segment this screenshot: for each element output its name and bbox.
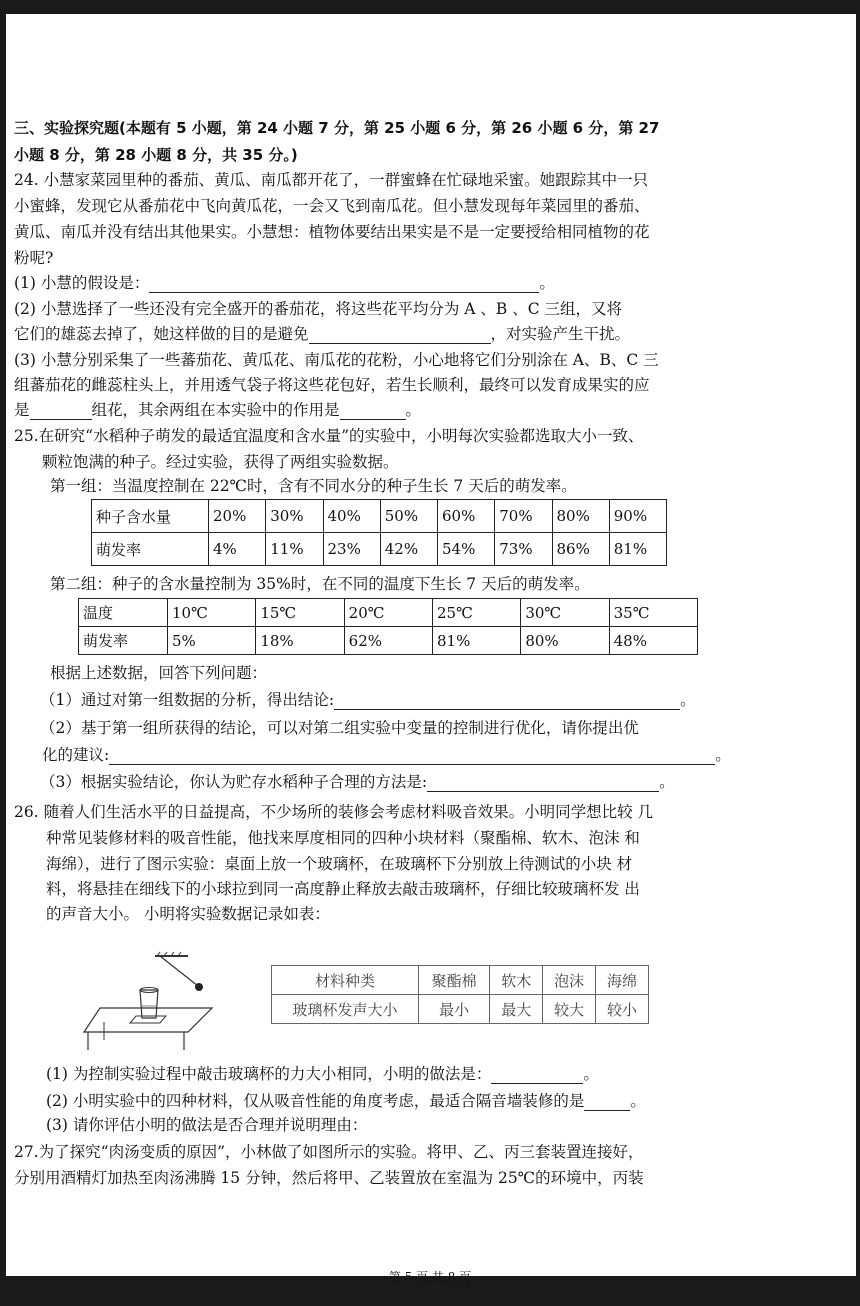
q26-materials-table: [271, 965, 649, 1024]
table-cell: 15℃: [256, 599, 344, 627]
q25-line2: 颗粒饱满的种子。经过实验，获得了两组实验数据。: [42, 453, 399, 471]
table-cell: 萌发率: [79, 627, 168, 655]
table-cell: 最大: [490, 995, 543, 1024]
answer-blank[interactable]: [491, 1067, 583, 1084]
table-cell: 玻璃杯发声大小: [272, 995, 419, 1024]
q24-part3-text-a: 是: [14, 401, 30, 419]
q24-part1-text: (1) 小慧的假设是：: [14, 274, 150, 292]
q25-answer3: [40, 772, 675, 792]
q24-part3-text-b: 组花，其余两组在本实验中的作用是: [91, 401, 340, 419]
q24-part2-text: 它们的雄蕊去掉了，她这样做的目的是避免: [14, 325, 309, 343]
q24-part3-text-c: 。: [405, 401, 422, 419]
q25-group2-caption: 第二组：种子的含水量控制为 35%时，在不同的温度下生长 7 天后的萌发率。: [50, 575, 590, 593]
table-cell: 30%: [266, 500, 323, 533]
q24-part2-line1: (2) 小慧选择了一些还没有完全盛开的番茄花，将这些花平均分为 A 、B 、C 三组，又将: [14, 300, 623, 318]
thread: [160, 956, 198, 986]
q26-part1-end: 。: [583, 1065, 599, 1083]
page-number: 第 5 页 共 8 页: [388, 1270, 472, 1284]
table-cell: 50%: [380, 500, 437, 533]
ball: [195, 983, 203, 991]
pendulum-glass-illustration: [80, 950, 230, 1050]
q26-part2-end: 。: [630, 1092, 646, 1110]
section-heading-line2: 小题 8 分，第 28 小题 8 分，共 35 分。): [14, 146, 298, 164]
q24-part3-line2: 组蕃茄花的雌蕊柱头上，并用透气袋子将这些花包好，若生长顺利，最终可以发育成果实的应: [14, 376, 650, 394]
table-cell: 20%: [209, 500, 266, 533]
table-cell: 材料种类: [272, 966, 419, 995]
q26-line: 种常见装修材料的吸音性能，他找来厚度相同的四种小块材料（聚酯棉、软木、泡沫 和: [46, 829, 640, 847]
q25-answer2-text: 化的建议:: [42, 746, 110, 764]
table-cell: 62%: [344, 627, 432, 655]
table-row: [92, 500, 667, 533]
answer-blank[interactable]: [309, 327, 491, 344]
answer-blank[interactable]: [334, 693, 680, 710]
q24-part1: [14, 273, 555, 293]
table-row: [79, 627, 698, 655]
q24-line: 粉呢?: [14, 249, 54, 267]
q25-line1: 25.在研究“水稻种子萌发的最适宜温度和含水量”的实验中，小明每次实验都选取大小一致、: [14, 427, 644, 445]
q25-answer2-line1: （2）基于第一组所获得的结论，可以对第二组实验中变量的控制进行优化，请你提出优: [40, 719, 639, 737]
glass-cup: [140, 990, 158, 1018]
table-row: [272, 995, 649, 1024]
q24-part2-line2: [14, 324, 630, 344]
scan-border-top: [0, 0, 860, 14]
table-cell: 90%: [609, 500, 666, 533]
q24-line: 小蜜蜂，发现它从番茄花中飞向黄瓜花，一会又飞到南瓜花。但小慧发现每年菜园里的番茄、: [14, 197, 650, 215]
table-cell: 4%: [209, 533, 266, 566]
q25-answer2-line2: [42, 745, 731, 765]
table-cell: 泡沫: [543, 966, 596, 995]
q25-answer1-text: （1）通过对第一组数据的分析，得出结论:: [40, 691, 335, 709]
q26-part1: [46, 1064, 599, 1084]
q25-table-1: [91, 499, 667, 566]
table-cell: 42%: [380, 533, 437, 566]
table-cell: 80%: [552, 500, 609, 533]
table-cell: 23%: [323, 533, 380, 566]
q26-line: 料，将悬挂在细线下的小球拉到同一高度静止释放去敲击玻璃杯，仔细比较玻璃杯发 出: [46, 880, 640, 898]
table-cell: 20℃: [344, 599, 432, 627]
table-row: [272, 966, 649, 995]
q24-part3-line3: [14, 400, 421, 420]
table-cell: 70%: [495, 500, 552, 533]
table-cell: 80%: [521, 627, 609, 655]
table-cell: 40%: [323, 500, 380, 533]
table-cell: 81%: [609, 533, 666, 566]
table-cell: 11%: [266, 533, 323, 566]
q27-line2: 分别用酒精灯加热至肉汤沸腾 15 分钟，然后将甲、乙装置放在室温为 25℃的环境中，丙装: [14, 1169, 644, 1187]
table-cell: 30℃: [521, 599, 609, 627]
scan-border-left: [0, 0, 6, 1306]
q24-part1-end: 。: [539, 274, 555, 292]
q25-answer2-end: 。: [715, 746, 731, 764]
table-cell: 温度: [79, 599, 168, 627]
answer-blank[interactable]: [30, 403, 92, 420]
q25-answer3-end: 。: [659, 773, 675, 791]
scan-border-right: [856, 0, 860, 1306]
q26-line: 26. 随着人们生活水平的日益提高，不少场所的装修会考虑材料吸音效果。小明同学想比较 几: [14, 803, 654, 821]
answer-blank[interactable]: [149, 276, 539, 293]
q24-line: 24. 小慧家菜园里种的番茄、黄瓜、南瓜都开花了，一群蜜蜂在忙碌地采蜜。她跟踪其中一只: [14, 171, 649, 189]
table-cell: 60%: [438, 500, 495, 533]
q25-answer1-end: 。: [680, 691, 696, 709]
answer-blank[interactable]: [584, 1094, 630, 1111]
q27-line1: 27.为了探究“肉汤变质的原因”，小林做了如图所示的实验。将甲、乙、丙三套装置连接好，: [14, 1143, 644, 1161]
table-cell: 25℃: [432, 599, 520, 627]
table-cell: 54%: [438, 533, 495, 566]
table-cell: 种子含水量: [92, 500, 209, 533]
q26-part2: [46, 1091, 646, 1111]
table-top: [84, 1008, 212, 1032]
section-heading-line1: 三、实验探究题(本题有 5 小题，第 24 小题 7 分，第 25 小题 6 分，第 26 小题 6 分，第 27: [14, 119, 660, 137]
table-cell: 18%: [256, 627, 344, 655]
table-cell: 81%: [432, 627, 520, 655]
answer-blank[interactable]: [109, 748, 715, 765]
q26-part3: (3) 请你评估小明的做法是否合理并说明理由：: [46, 1116, 368, 1134]
q25-answer1: [40, 690, 696, 710]
table-cell: 48%: [609, 627, 697, 655]
q26-part1-text: (1) 为控制实验过程中敲击玻璃杯的力大小相同，小明的做法是：: [46, 1065, 492, 1083]
material-pad: [130, 1016, 166, 1023]
q24-part2-end: ，对实验产生干扰。: [490, 325, 631, 343]
table-row: [79, 599, 698, 627]
table-cell: 5%: [168, 627, 256, 655]
q26-line: 的声音大小。 小明将实验数据记录如表：: [46, 905, 330, 923]
q24-part3-line1: (3) 小慧分别采集了一些蕃茄花、黄瓜花、南瓜花的花粉，小心地将它们分别涂在 A、B、C 三: [14, 351, 659, 369]
table-cell: 86%: [552, 533, 609, 566]
table-cell: 10℃: [168, 599, 256, 627]
q25-answer3-text: （3）根据实验结论，你认为贮存水稻种子合理的方法是:: [40, 773, 428, 791]
table-cell: 聚酯棉: [419, 966, 490, 995]
table-cell: 海绵: [596, 966, 649, 995]
answer-blank[interactable]: [340, 403, 406, 420]
answer-blank[interactable]: [427, 775, 659, 792]
q26-line: 海绵），进行了图示实验：桌面上放一个玻璃杯，在玻璃杯下分别放上待测试的小块 材: [46, 855, 633, 873]
table-cell: 较小: [596, 995, 649, 1024]
table-cell: 软木: [490, 966, 543, 995]
table-cell: 35℃: [609, 599, 697, 627]
table-cell: 73%: [495, 533, 552, 566]
q26-part2-text: (2) 小明实验中的四种材料，仅从吸音性能的角度考虑，最适合隔音墙装修的是: [46, 1092, 585, 1110]
table-cell: 较大: [543, 995, 596, 1024]
q25-intro: 根据上述数据，回答下列问题：: [50, 664, 268, 682]
q25-table-2: [78, 598, 698, 655]
q25-group1-caption: 第一组：当温度控制在 22℃时，含有不同水分的种子生长 7 天后的萌发率。: [50, 477, 577, 495]
table-row: [92, 533, 667, 566]
q24-line: 黄瓜、南瓜并没有结出其他果实。小慧想：植物体要结出果实是不是一定要授给相同植物的花: [14, 223, 650, 241]
table-cell: 最小: [419, 995, 490, 1024]
table-cell: 萌发率: [92, 533, 209, 566]
